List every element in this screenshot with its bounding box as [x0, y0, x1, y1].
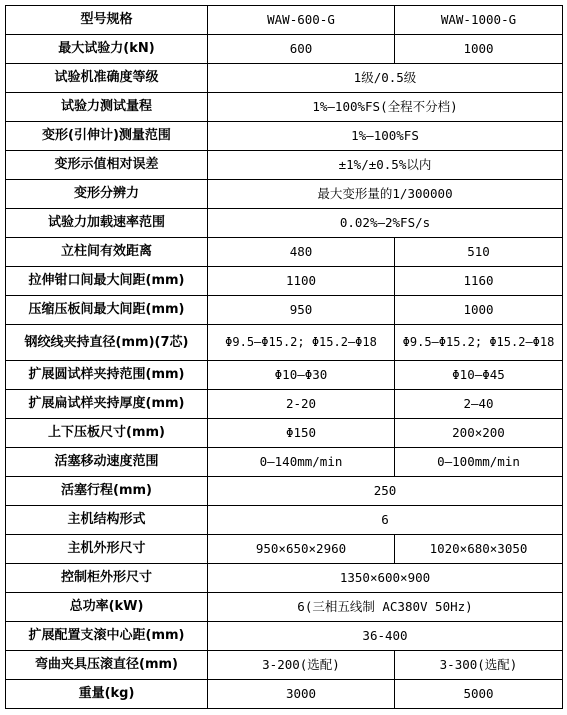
model-600-value: 1100: [208, 267, 395, 296]
table-row: [6, 593, 563, 622]
table-row: [6, 390, 563, 419]
row-label: 重量(kg): [6, 680, 208, 709]
model-600-value: 480: [208, 238, 395, 267]
table-row: [6, 267, 563, 296]
table-row: [6, 35, 563, 64]
row-label: 变形分辨力: [6, 180, 208, 209]
shared-value: 1%—100%FS: [208, 122, 563, 151]
model-600-value: 0—140mm/min: [208, 448, 395, 477]
row-label: 钢绞线夹持直径(mm)(7芯): [6, 325, 208, 361]
row-label: 活塞移动速度范围: [6, 448, 208, 477]
table-row: [6, 477, 563, 506]
spec-table-body: [6, 6, 563, 709]
model-600-value: 3000: [208, 680, 395, 709]
shared-value: 0.02%—2%FS/s: [208, 209, 563, 238]
shared-value: 最大变形量的1/300000: [208, 180, 563, 209]
row-label: 试验力加载速率范围: [6, 209, 208, 238]
model-600-value: Φ9.5—Φ15.2; Φ15.2—Φ18: [208, 325, 395, 361]
row-label: 上下压板尺寸(mm): [6, 419, 208, 448]
table-row: [6, 296, 563, 325]
row-label: 试验机准确度等级: [6, 64, 208, 93]
model-600-value: 3-200(选配): [208, 651, 395, 680]
model-600-value: 600: [208, 35, 395, 64]
table-row: [6, 151, 563, 180]
model-600-value: 950×650×2960: [208, 535, 395, 564]
row-label: 试验力测试量程: [6, 93, 208, 122]
model-1000-value: WAW-1000-G: [395, 6, 563, 35]
model-600-value: Φ150: [208, 419, 395, 448]
table-row: [6, 122, 563, 151]
model-600-value: 2-20: [208, 390, 395, 419]
table-row: [6, 209, 563, 238]
shared-value: ±1%/±0.5%以内: [208, 151, 563, 180]
model-1000-value: 5000: [395, 680, 563, 709]
table-row: [6, 419, 563, 448]
model-1000-value: Φ9.5—Φ15.2; Φ15.2—Φ18: [395, 325, 563, 361]
row-label: 拉伸钳口间最大间距(mm): [6, 267, 208, 296]
shared-value: 1%—100%FS(全程不分档): [208, 93, 563, 122]
row-label: 变形(引伸计)测量范围: [6, 122, 208, 151]
row-label: 扩展配置支滚中心距(mm): [6, 622, 208, 651]
table-row: [6, 680, 563, 709]
model-600-value: WAW-600-G: [208, 6, 395, 35]
row-label: 变形示值相对误差: [6, 151, 208, 180]
table-row: [6, 622, 563, 651]
table-row: [6, 180, 563, 209]
shared-value: 250: [208, 477, 563, 506]
shared-value: 36-400: [208, 622, 563, 651]
table-row: [6, 564, 563, 593]
model-1000-value: 3-300(选配): [395, 651, 563, 680]
model-1000-value: Φ10—Φ45: [395, 361, 563, 390]
table-row: [6, 651, 563, 680]
model-1000-value: 510: [395, 238, 563, 267]
row-label: 扩展圆试样夹持范围(mm): [6, 361, 208, 390]
row-label: 主机外形尺寸: [6, 535, 208, 564]
model-600-value: 950: [208, 296, 395, 325]
row-label: 总功率(kW): [6, 593, 208, 622]
table-row: [6, 448, 563, 477]
shared-value: 1350×600×900: [208, 564, 563, 593]
model-1000-value: 0—100mm/min: [395, 448, 563, 477]
row-label: 最大试验力(kN): [6, 35, 208, 64]
model-600-value: Φ10—Φ30: [208, 361, 395, 390]
table-row: [6, 325, 563, 361]
row-label: 扩展扁试样夹持厚度(mm): [6, 390, 208, 419]
row-label: 压缩压板间最大间距(mm): [6, 296, 208, 325]
table-row: [6, 506, 563, 535]
spec-table: [5, 5, 563, 709]
shared-value: 1级/0.5级: [208, 64, 563, 93]
row-label: 控制柜外形尺寸: [6, 564, 208, 593]
model-1000-value: 1000: [395, 35, 563, 64]
table-row: [6, 238, 563, 267]
table-row: [6, 535, 563, 564]
shared-value: 6(三相五线制 AC380V 50Hz): [208, 593, 563, 622]
row-label: 活塞行程(mm): [6, 477, 208, 506]
row-label: 立柱间有效距离: [6, 238, 208, 267]
model-1000-value: 200×200: [395, 419, 563, 448]
row-label: 主机结构形式: [6, 506, 208, 535]
model-1000-value: 1160: [395, 267, 563, 296]
row-label: 型号规格: [6, 6, 208, 35]
table-row: [6, 361, 563, 390]
row-label: 弯曲夹具压滚直径(mm): [6, 651, 208, 680]
model-1000-value: 2—40: [395, 390, 563, 419]
model-1000-value: 1000: [395, 296, 563, 325]
table-row: [6, 6, 563, 35]
table-row: [6, 93, 563, 122]
model-1000-value: 1020×680×3050: [395, 535, 563, 564]
shared-value: 6: [208, 506, 563, 535]
table-row: [6, 64, 563, 93]
